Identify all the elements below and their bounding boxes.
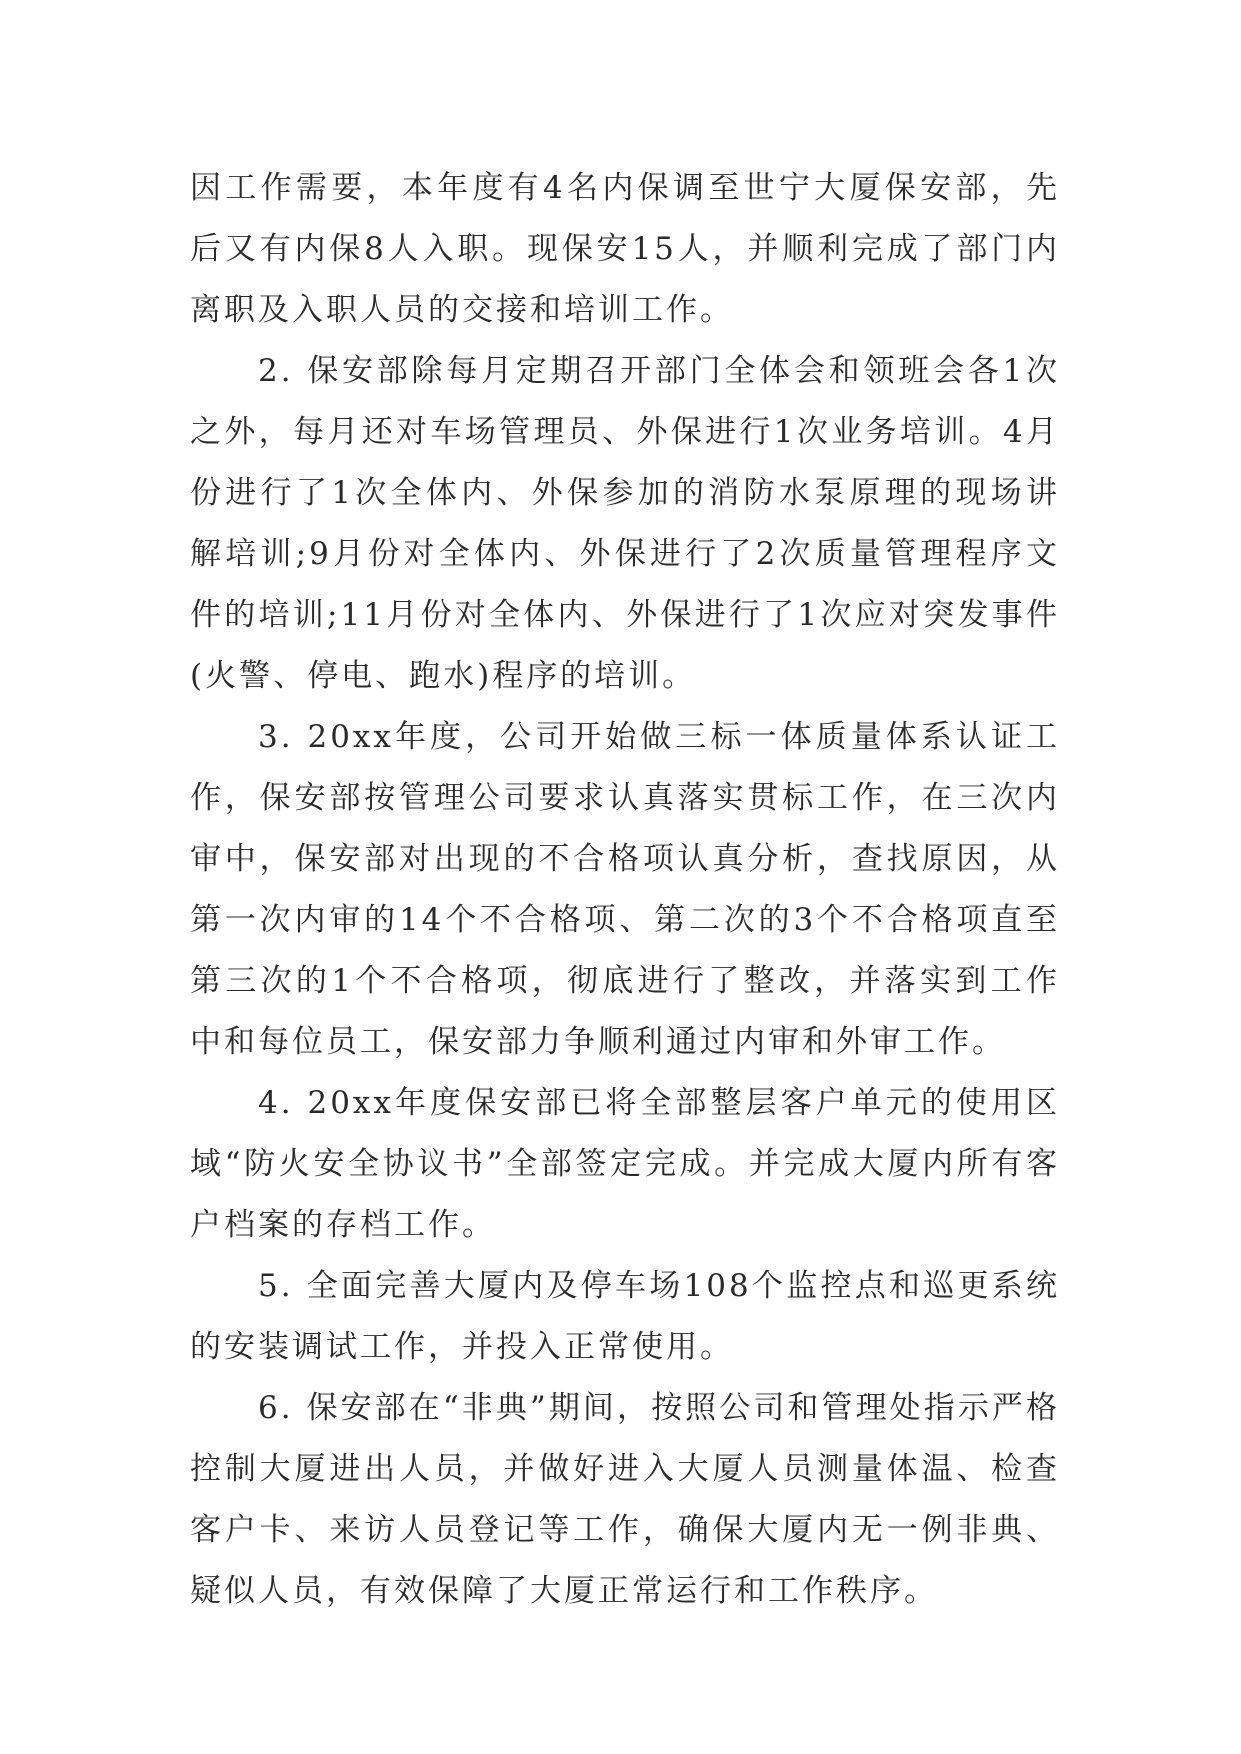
paragraph-continuation: 因工作需要，本年度有4名内保调至世宁大厦保安部，先后又有内保8人入职。现保安15人，并顺利完成了部门内离职及入职人员的交接和培训工作。 bbox=[190, 170, 1060, 328]
paragraph-item-4: 4. 20xx年度保安部已将全部整层客户单元的使用区域“防火安全协议书”全部签定完成。并完成大厦内所有客户档案的存档工作。 bbox=[190, 1085, 1060, 1243]
document-body bbox=[190, 158, 1060, 1622]
paragraph-item-2: 2. 保安部除每月定期召开部门全体会和领班会各1次之外，每月还对车场管理员、外保进行1次业务培训。4月份进行了1次全体内、外保参加的消防水泵原理的现场讲解培训;9月份对全体内、外保进行了2次质量管理程序文件的培训;11月份对全体内、外保进行了1次应对突发事件(火警、停电、跑水)程序的培训。 bbox=[190, 353, 1060, 694]
paragraph-item-3: 3. 20xx年度，公司开始做三标一体质量体系认证工作，保安部按管理公司要求认真落实贯标工作，在三次内审中，保安部对出现的不合格项认真分析，查找原因，从第一次内审的14个不合格项、第二次的3个不合格项直至第三次的1个不合格项，彻底进行了整改，并落实到工作中和每位员工，保安部力争顺利通过内审和外审工作。 bbox=[190, 719, 1060, 1060]
paragraph-item-6: 6. 保安部在“非典”期间，按照公司和管理处指示严格控制大厦进出人员，并做好进入大厦人员测量体温、检查客户卡、来访人员登记等工作，确保大厦内无一例非典、疑似人员，有效保障了大厦正常运行和工作秩序。 bbox=[190, 1390, 1060, 1609]
paragraph-item-5: 5. 全面完善大厦内及停车场108个监控点和巡更系统的安装调试工作，并投入正常使用。 bbox=[190, 1268, 1060, 1365]
